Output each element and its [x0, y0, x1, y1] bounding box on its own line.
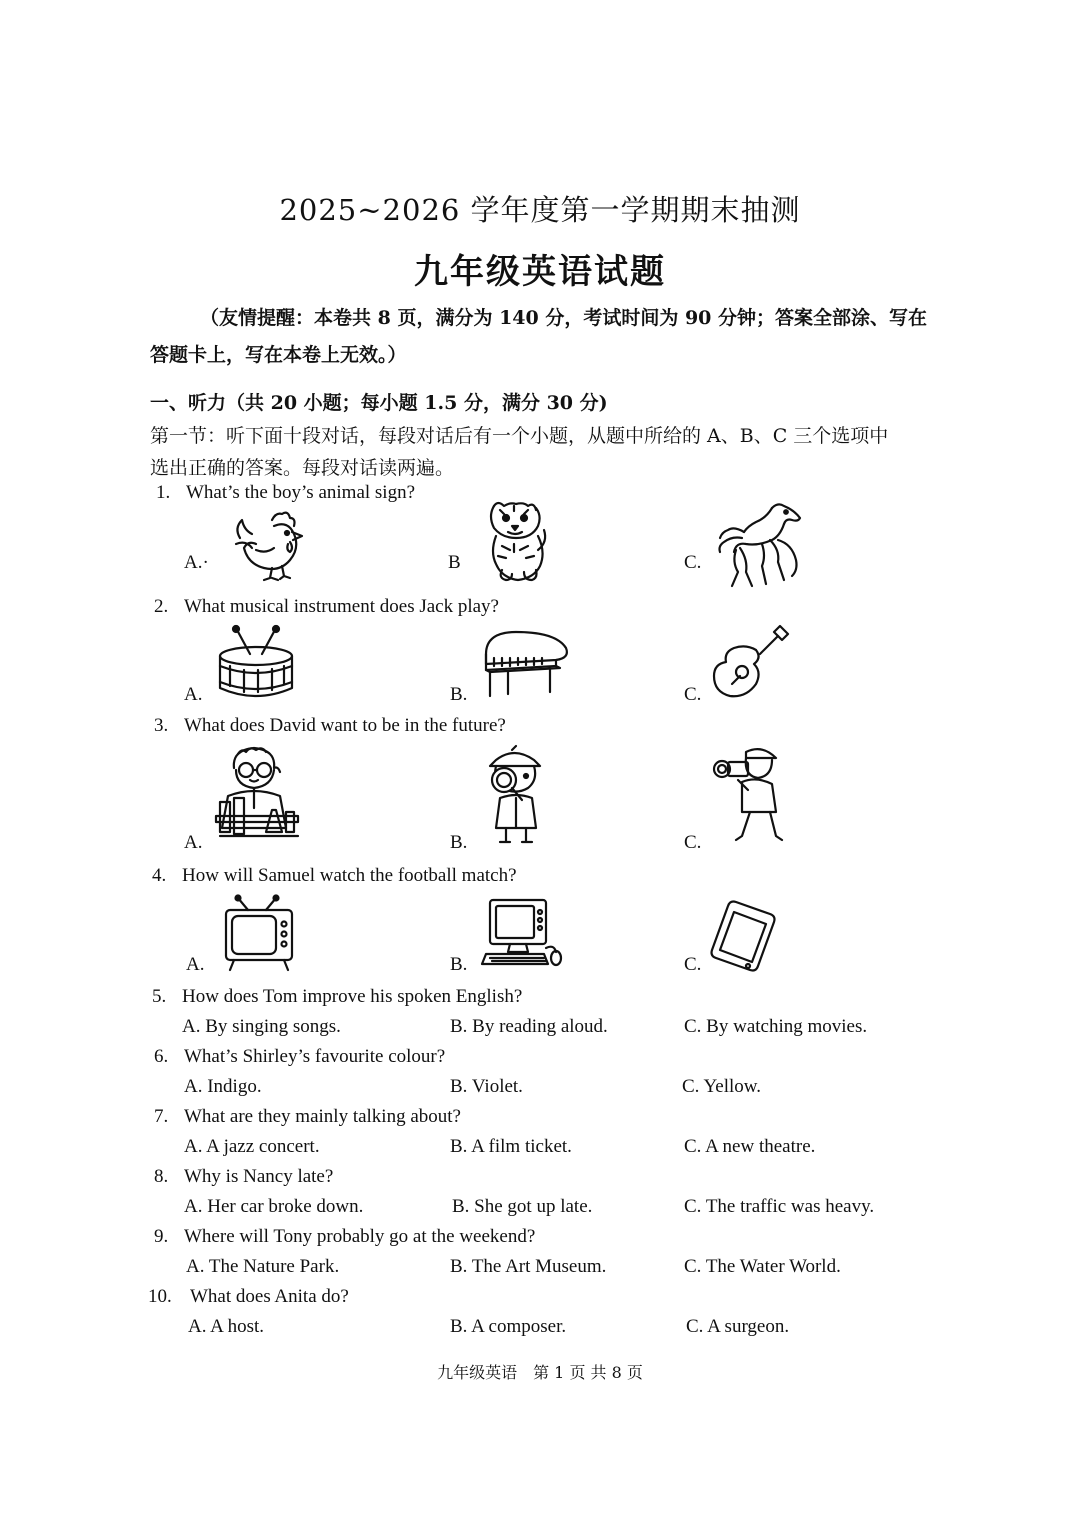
page-footer: 九年级英语 第 1 页 共 8 页	[437, 1363, 643, 1382]
question-text: What’s the boy’s animal sign?	[186, 482, 416, 503]
horse-picture	[712, 500, 804, 590]
guitar-picture	[712, 626, 788, 702]
option-label: C.	[684, 684, 702, 705]
photographer-picture	[712, 746, 786, 850]
question-number: 3.	[154, 715, 169, 736]
exam-title: 2025~2026 学年度第一学期期末抽测	[279, 193, 801, 227]
option-c: C. Yellow.	[682, 1076, 762, 1097]
option-b: B. Violet.	[450, 1076, 523, 1097]
scientist-picture	[212, 746, 302, 844]
drum-picture	[216, 626, 296, 698]
option-b: B. By reading aloud.	[450, 1016, 608, 1037]
question-number: 5.	[152, 986, 167, 1007]
option-label: C.	[684, 954, 702, 975]
question-number: 6.	[154, 1046, 169, 1067]
question-text: What are they mainly talking about?	[184, 1106, 461, 1127]
option-label: A.	[184, 832, 203, 853]
piano-picture	[480, 628, 570, 700]
computer-picture	[482, 898, 564, 968]
section-heading: 一、听力（共 20 小题；每小题 1.5 分，满分 30 分)	[150, 392, 608, 414]
question-text: Why is Nancy late?	[184, 1166, 334, 1187]
question-number: 2.	[154, 596, 169, 617]
question-number: 9.	[154, 1226, 169, 1247]
option-label: C.	[684, 552, 702, 573]
option-c: C. By watching movies.	[684, 1016, 868, 1037]
question-text: What does Anita do?	[190, 1286, 349, 1307]
phone-picture	[712, 898, 776, 970]
option-a: A. Indigo.	[184, 1076, 262, 1097]
question-number: 1.	[156, 482, 171, 503]
rooster-picture	[232, 510, 312, 582]
option-c: C. The traffic was heavy.	[684, 1196, 875, 1217]
tv-picture	[222, 896, 296, 972]
detective-picture	[482, 746, 548, 848]
option-label: A.	[184, 684, 203, 705]
option-label: B.	[450, 832, 468, 853]
option-a: A. The Nature Park.	[186, 1256, 340, 1277]
question-number: 7.	[154, 1106, 169, 1127]
question-text: How does Tom improve his spoken English?	[182, 986, 523, 1007]
question-number: 4.	[152, 865, 167, 886]
question-text: What’s Shirley’s favourite colour?	[184, 1046, 446, 1067]
option-label: B.	[450, 684, 468, 705]
section-instruction-1: 第一节：听下面十段对话，每段对话后有一个小题，从题中所给的 A、B、C 三个选项中	[150, 425, 889, 447]
option-a: A. Her car broke down.	[184, 1196, 364, 1217]
option-c: C. A surgeon.	[686, 1316, 790, 1337]
question-number: 10.	[148, 1286, 172, 1307]
option-c: C. The Water World.	[684, 1256, 841, 1277]
option-label: B.	[450, 954, 468, 975]
question-text: What musical instrument does Jack play?	[184, 596, 499, 617]
notice-line-2: 答题卡上，写在本卷上无效。）	[150, 344, 407, 366]
question-text: What does David want to be in the future?	[184, 715, 506, 736]
section-instruction-2: 选出正确的答案。每段对话读两遍。	[150, 457, 455, 479]
option-b: B. A film ticket.	[450, 1136, 572, 1157]
exam-subtitle: 九年级英语试题	[414, 252, 666, 292]
question-text: Where will Tony probably go at the weekend?	[184, 1226, 536, 1247]
option-a: A. A jazz concert.	[184, 1136, 320, 1157]
option-label: C.	[684, 832, 702, 853]
option-label: A.·	[184, 552, 209, 573]
option-a: A. By singing songs.	[182, 1016, 341, 1037]
option-label: B	[448, 552, 461, 573]
option-b: B. The Art Museum.	[450, 1256, 607, 1277]
option-c: C. A new theatre.	[684, 1136, 816, 1157]
option-b: B. She got up late.	[452, 1196, 593, 1217]
option-a: A. A host.	[188, 1316, 265, 1337]
question-text: How will Samuel watch the football match?	[182, 865, 517, 886]
notice-line-1: （友情提醒：本卷共 8 页，满分为 140 分，考试时间为 90 分钟；答案全部涂、写在	[200, 307, 928, 329]
question-number: 8.	[154, 1166, 169, 1187]
option-label: A.	[186, 954, 205, 975]
tiger-picture	[484, 500, 548, 586]
option-b: B. A composer.	[450, 1316, 567, 1337]
